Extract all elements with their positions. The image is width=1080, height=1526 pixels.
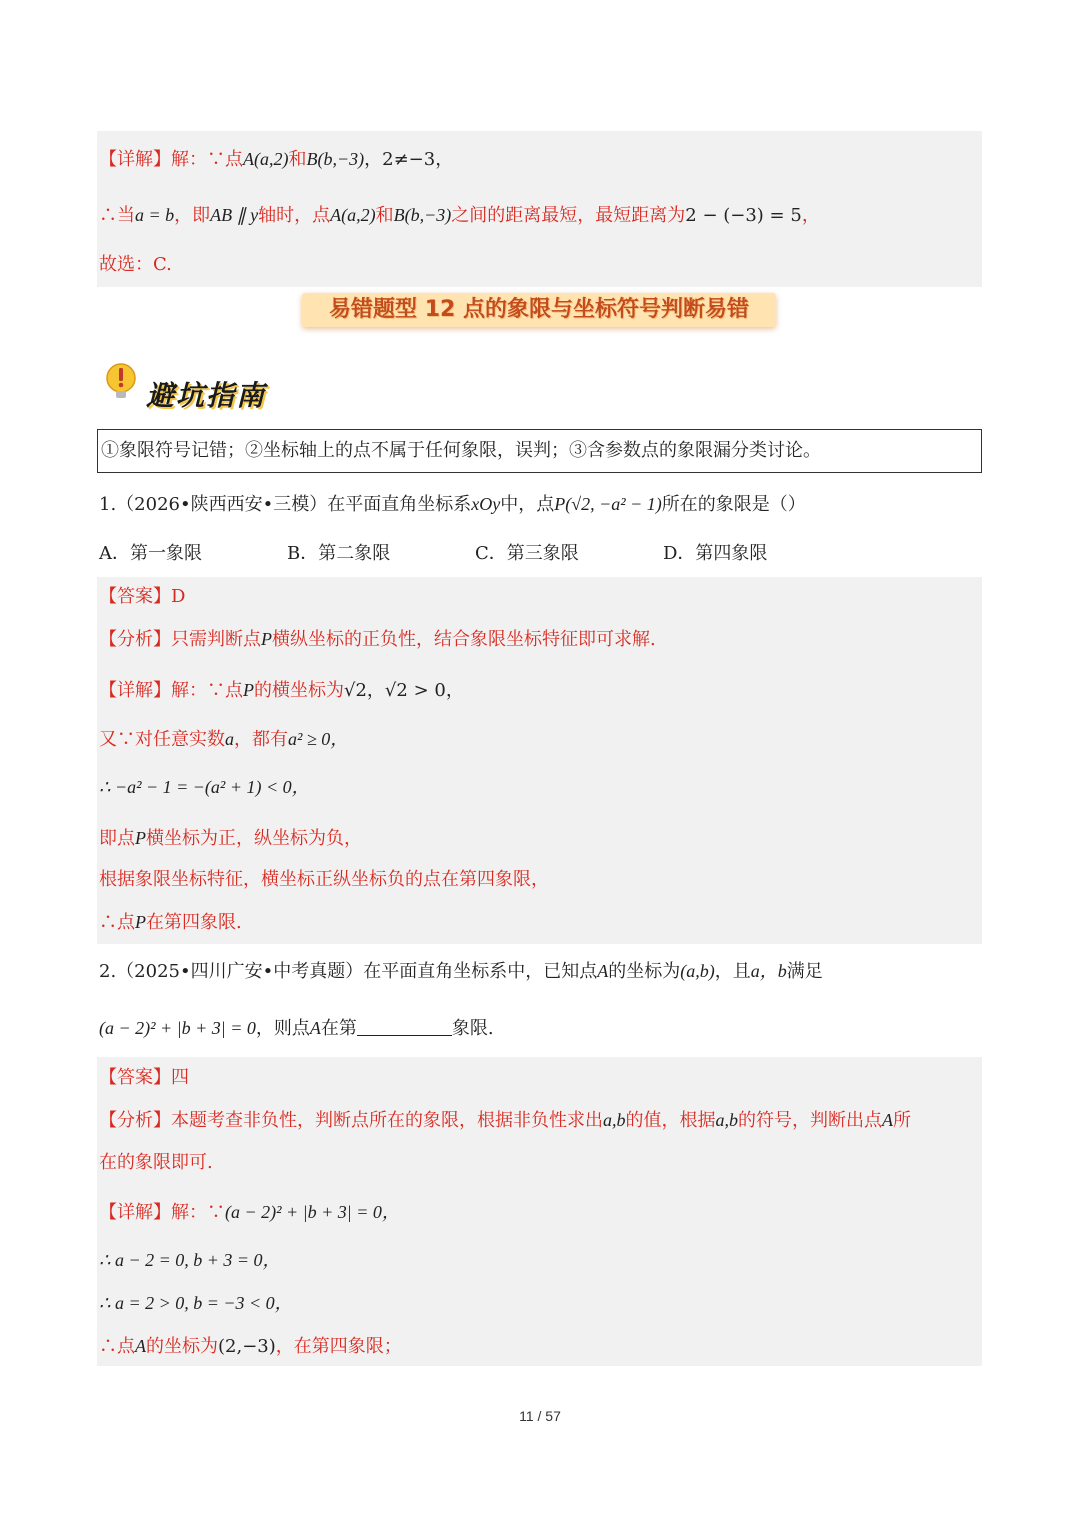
q2-analysis-2: 在的象限即可. <box>99 1152 213 1173</box>
q2-detail-4: ∴点A的坐标为(2,−3)，在第四象限； <box>99 1336 402 1357</box>
q1-detail-5: 根据象限坐标特征，横坐标正纵坐标负的点在第四象限， <box>99 869 549 890</box>
q1-stem: 1.（2026•陕西西安•三模）在平面直角坐标系xOy中，点P(√2, −a² − 1)所在的象限是（） <box>99 494 806 515</box>
guide-label: 避坑指南 <box>146 379 267 412</box>
q2-answer: 【答案】四 <box>99 1067 189 1088</box>
q2-stem-2: (a − 2)² + |b + 3| = 0，则点A在第 象限. <box>99 1018 494 1039</box>
prev-solution-line-1: 【详解】解：∵点A(a,2)和B(b,−3)，2≠−3， <box>99 149 454 170</box>
q1-option-c: C．第三象限 <box>475 543 579 564</box>
q1-option-d: D．第四象限 <box>663 543 768 564</box>
prev-solution-line-2: ∴当a = b，即AB ∥ y轴时，点A(a,2)和B(b,−3)之间的距离最短，最短距离为2 − (−3) = 5， <box>99 205 820 226</box>
q2-detail-1: 【详解】解：∵(a − 2)² + |b + 3| = 0， <box>99 1202 400 1223</box>
detail-tag: 【详解】 <box>99 149 171 170</box>
q1-option-b: B．第二象限 <box>287 543 391 564</box>
q2-analysis-1: 【分析】本题考查非负性，判断点所在的象限，根据非负性求出a,b的值，根据a,b的符号，判断出点A所 <box>99 1110 911 1131</box>
q1-answer: 【答案】D <box>99 586 186 607</box>
q2-detail-3: ∴ a = 2 > 0, b = −3 < 0， <box>99 1293 293 1313</box>
q1-detail-3: ∴ −a² − 1 = −(a² + 1) < 0， <box>99 777 310 797</box>
q1-detail-2: 又∵对任意实数a，都有a² ≥ 0， <box>99 729 349 750</box>
q1-analysis: 【分析】只需判断点P横纵坐标的正负性，结合象限坐标特征即可求解. <box>99 629 656 650</box>
q1-detail-1: 【详解】解：∵点P的横坐标为√2，√2 > 0， <box>99 680 464 701</box>
guide-logo <box>98 362 288 418</box>
answer-blank <box>357 1017 452 1036</box>
q1-detail-4: 即点P横坐标为正，纵坐标为负， <box>99 828 362 849</box>
q1-option-a: A．第一象限 <box>99 543 202 564</box>
prev-solution-line-3: 故选：C. <box>99 254 172 275</box>
page-number: 11 / 57 <box>519 1408 561 1424</box>
q2-detail-2: ∴ a − 2 = 0, b + 3 = 0， <box>99 1250 281 1270</box>
section-title: 易错题型 12 点的象限与坐标符号判断易错 <box>302 293 776 327</box>
q2-stem-1: 2.（2025•四川广安•中考真题）在平面直角坐标系中，已知点A的坐标为(a,b)，且a，b满足 <box>99 961 823 982</box>
q1-detail-6: ∴点P在第四象限. <box>99 912 242 933</box>
guide-box: ①象限符号记错；②坐标轴上的点不属于任何象限，误判；③含参数点的象限漏分类讨论。 <box>97 429 982 473</box>
lightbulb-exclamation-icon <box>104 362 138 402</box>
